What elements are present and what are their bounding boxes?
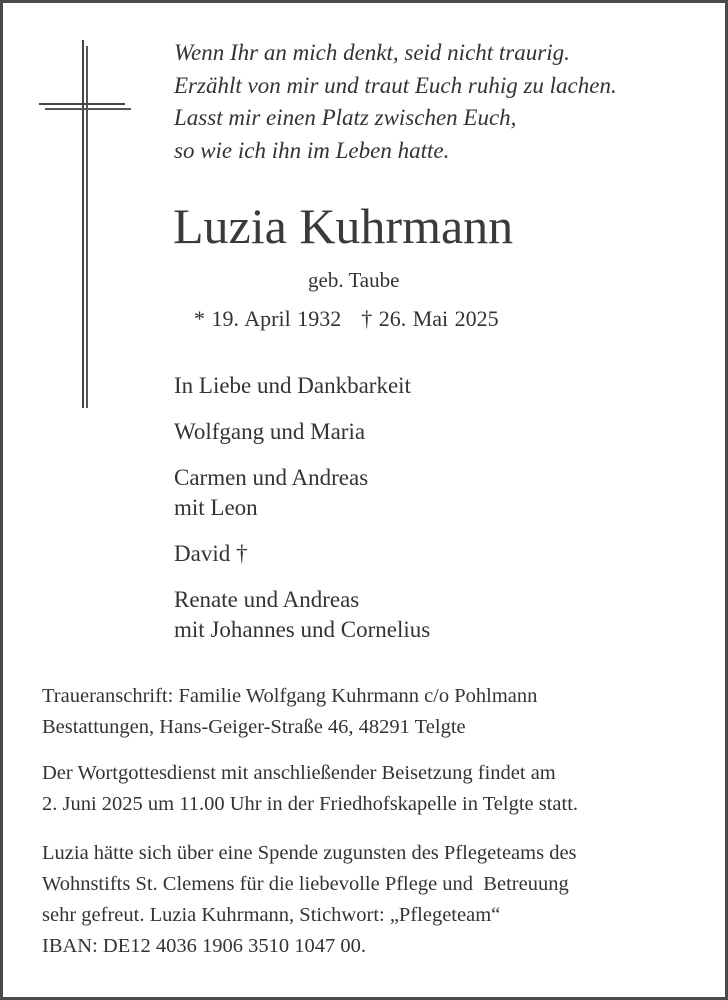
mourner-line: Carmen und Andreas — [174, 465, 369, 490]
birth-date: * 19. April 1932 — [194, 306, 342, 331]
mourner-line: Wolfgang und Maria — [174, 419, 366, 444]
mourner-group — [174, 371, 430, 401]
mourner-line: David † — [174, 541, 248, 566]
poem — [174, 37, 617, 167]
text-line: Luzia hätte sich über eine Spende zugunsten des Pflegeteams des — [42, 842, 577, 864]
text-line: Wohnstifts St. Clemens für die liebevolle Pflege und Betreuung — [42, 873, 569, 895]
text-line: Traueranschrift: Familie Wolfgang Kuhrmann c/o Pohlmann — [42, 685, 538, 707]
text-line: 2. Juni 2025 um 11.00 Uhr in der Friedhofskapelle in Telgte statt. — [42, 793, 579, 815]
mourner-group — [174, 463, 430, 523]
mourning-address — [42, 681, 712, 743]
text-line: sehr gefreut. Luzia Kuhrmann, Stichwort: „Pflegeteam“ — [42, 904, 501, 926]
life-dates — [194, 306, 519, 332]
service-info — [42, 758, 712, 820]
mourner-group — [174, 417, 430, 447]
poem-line: Wenn Ihr an mich denkt, seid nicht traurig. — [174, 40, 570, 65]
birth-name: geb. Taube — [308, 268, 400, 292]
deceased-name: Luzia Kuhrmann — [173, 198, 514, 254]
poem-line: Erzählt von mir und traut Euch ruhig zu lachen. — [174, 72, 617, 98]
mourner-line: mit Leon — [174, 495, 258, 520]
text-line: IBAN: DE12 4036 1906 3510 1047 00. — [42, 935, 367, 957]
text-line: Bestattungen, Hans-Geiger-Straße 46, 48291 Telgte — [42, 716, 466, 738]
mourners-list — [174, 371, 430, 661]
poem-line: Lasst mir einen Platz zwischen Euch, — [174, 105, 517, 130]
death-date: † 26. Mai 2025 — [361, 306, 499, 331]
mourner-group — [174, 585, 430, 645]
mourner-line: Renate und Andreas — [174, 587, 360, 612]
poem-line: so wie ich ihn im Leben hatte. — [174, 137, 450, 163]
text-line: Der Wortgottesdienst mit anschließender Beisetzung findet am — [42, 762, 556, 784]
mourner-line: mit Johannes und Cornelius — [174, 617, 431, 642]
mourner-group — [174, 539, 430, 569]
donation-info — [42, 838, 712, 962]
mourner-line: In Liebe und Dankbarkeit — [174, 373, 411, 398]
